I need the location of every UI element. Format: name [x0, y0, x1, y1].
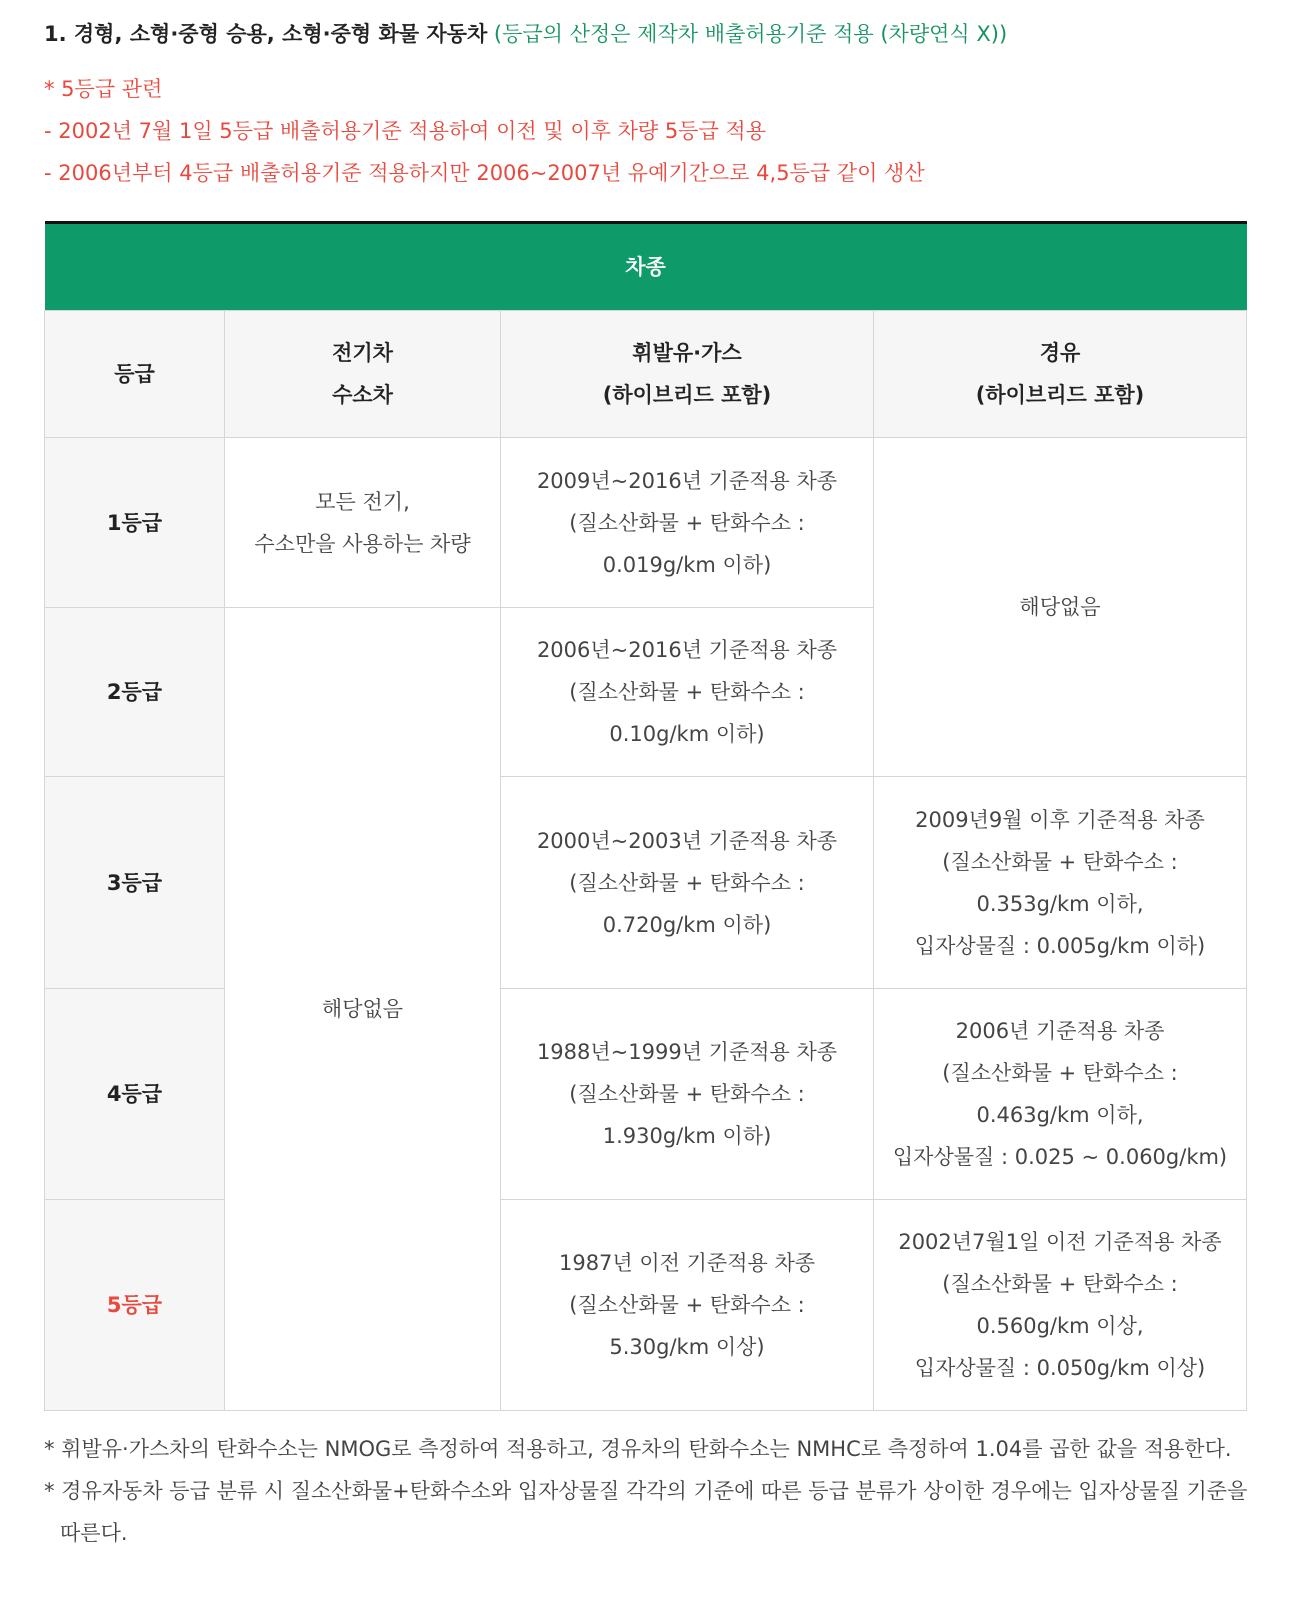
footnotes	[44, 1428, 1274, 1554]
grade-label: 1등급	[45, 438, 225, 608]
gasoline-cell: 1987년 이전 기준적용 차종 (질소산화물 + 탄화수소 : 5.30g/km 이상)	[501, 1200, 874, 1411]
gasoline-cell: 2009년~2016년 기준적용 차종 (질소산화물 + 탄화수소 : 0.019g/km 이하)	[501, 438, 874, 608]
diesel-column-header: 경유 (하이브리드 포함)	[874, 311, 1247, 438]
grade5-notes	[44, 68, 1274, 194]
table-top-header-row	[45, 223, 1247, 311]
vehicle-type-header: 차종	[45, 223, 1247, 311]
grade-column-header: 등급	[45, 311, 225, 438]
electric-cell: 모든 전기, 수소만을 사용하는 차량	[225, 438, 501, 608]
table-row	[45, 438, 1247, 608]
grade-label: 3등급	[45, 777, 225, 989]
electric-cell: 해당없음	[225, 608, 501, 1411]
table-header-row	[45, 311, 1247, 438]
diesel-cell: 2006년 기준적용 차종 (질소산화물 + 탄화수소 : 0.463g/km 이하, 입자상물질 : 0.025 ~ 0.060g/km)	[874, 989, 1247, 1200]
grade-label: 4등급	[45, 989, 225, 1200]
gasoline-cell: 2000년~2003년 기준적용 차종 (질소산화물 + 탄화수소 : 0.720g/km 이하)	[501, 777, 874, 989]
footnote: * 경유자동차 등급 분류 시 질소산화물+탄화수소와 입자상물질 각각의 기준에 따른 등급 분류가 상이한 경우에는 입자상물질 기준을 따른다.	[44, 1479, 1248, 1545]
electric-column-header: 전기차 수소차	[225, 311, 501, 438]
gasoline-cell: 1988년~1999년 기준적용 차종 (질소산화물 + 탄화수소 : 1.930g/km 이하)	[501, 989, 874, 1200]
footnote: * 휘발유·가스차의 탄화수소는 NMOG로 측정하여 적용하고, 경유차의 탄화수소는 NMHC로 측정하여 1.04를 곱한 값을 적용한다.	[44, 1437, 1232, 1461]
diesel-cell: 2009년9월 이후 기준적용 차종 (질소산화물 + 탄화수소 : 0.353g/km 이하, 입자상물질 : 0.005g/km 이하)	[874, 777, 1247, 989]
grade5-note: * 5등급 관련	[44, 77, 163, 101]
section-title: 1. 경형, 소형·중형 승용, 소형·중형 화물 자동차	[44, 22, 488, 46]
section-note: (등급의 산정은 제작차 배출허용기준 적용 (차량연식 X))	[493, 22, 1008, 46]
grade-label: 5등급	[45, 1200, 225, 1411]
section-heading	[44, 14, 1274, 54]
gasoline-cell: 2006년~2016년 기준적용 차종 (질소산화물 + 탄화수소 : 0.10g/km 이하)	[501, 608, 874, 777]
grade-label: 2등급	[45, 608, 225, 777]
grade5-note: - 2006년부터 4등급 배출허용기준 적용하지만 2006~2007년 유예기간으로 4,5등급 같이 생산	[44, 161, 925, 185]
grade5-note: - 2002년 7월 1일 5등급 배출허용기준 적용하여 이전 및 이후 차량 5등급 적용	[44, 119, 767, 143]
emission-grade-table	[44, 221, 1247, 1411]
diesel-cell: 해당없음	[874, 438, 1247, 777]
gasoline-column-header: 휘발유·가스 (하이브리드 포함)	[501, 311, 874, 438]
diesel-cell: 2002년7월1일 이전 기준적용 차종 (질소산화물 + 탄화수소 : 0.560g/km 이상, 입자상물질 : 0.050g/km 이상)	[874, 1200, 1247, 1411]
